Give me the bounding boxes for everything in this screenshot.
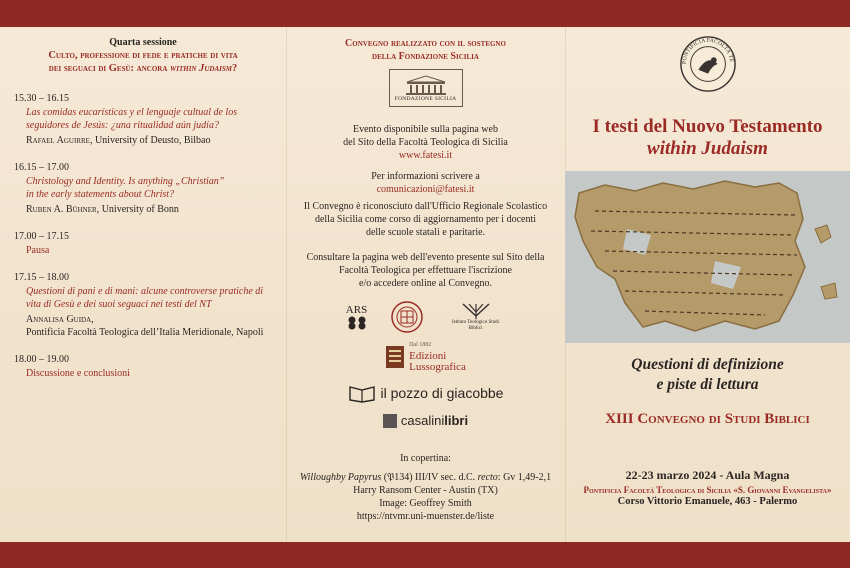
- faculty-seal-icon: [679, 35, 737, 93]
- faculty-name: Pontificia Facoltà Teologica di Sicilia «S. Giovanni Evangelista»: [583, 485, 832, 495]
- speaker-punct: ,: [91, 314, 94, 325]
- isb-label: Istituto Teologico Studi Biblici: [451, 320, 500, 331]
- building-icon: [403, 75, 449, 95]
- consult-line: Consultare la pagina web dell'evento presente sul Sito della: [306, 252, 545, 263]
- cover-url[interactable]: https://ntvmr.uni-muenster.de/liste: [356, 511, 495, 522]
- support-note: [286, 37, 565, 63]
- subtitle-text: dei seguaci di Gesù: ancora: [48, 63, 171, 74]
- lusso-name2: Lussografica: [409, 361, 466, 373]
- event-line: del Sito della Facoltà Teologica di Sicilia: [343, 137, 508, 148]
- slot-talk: [26, 175, 280, 201]
- consult-line: e/o accedere online al Convegno.: [359, 278, 492, 289]
- program-column: [0, 27, 286, 542]
- lusso-year: Dal 1882: [409, 342, 432, 348]
- open-book-icon: [348, 383, 376, 403]
- email-link[interactable]: comunicazioni@fatesi.it: [376, 184, 475, 195]
- casalini-label: [401, 413, 468, 428]
- cover-heading: In copertina:: [400, 453, 451, 464]
- session-subtitle-line2: [8, 62, 278, 75]
- recognition-line: della Sicilia come corso di aggiornamento per i docenti: [314, 214, 537, 225]
- recognition-line: Il Convegno è riconosciuto dall'Ufficio Regionale Scolastico: [303, 201, 548, 212]
- lusso-name1: Edizioni: [409, 350, 447, 362]
- institute-seal-icon: [390, 300, 424, 334]
- cover-ref: : Gv 1,49-2,1: [497, 472, 552, 483]
- main-subtitle: within Judaism: [647, 138, 768, 159]
- slot-talk: [26, 367, 280, 380]
- event-line: Evento disponibile sulla pagina web: [353, 124, 498, 135]
- talk-line: Las comidas eucarísticas y el lenguaje cultual de los: [26, 107, 238, 118]
- questions-line1: Questioni di definizione: [631, 356, 784, 373]
- cover-line1: [286, 471, 565, 484]
- consult-line: Facoltà Teologica per effettuare l'iscrizione: [339, 265, 512, 276]
- event-date: 22-23 marzo 2024 - Aula Magna: [625, 468, 790, 482]
- speaker-name: Annalisa Guida: [26, 314, 92, 325]
- cover-column: [565, 27, 850, 542]
- cover-recto: recto: [477, 472, 498, 483]
- recognition-block: [286, 200, 565, 239]
- slot-speaker: [26, 313, 280, 326]
- info-line: Per informazioni scrivere a: [371, 171, 480, 182]
- convegno-title: XIII Convegno di Studi Biblici: [605, 411, 810, 427]
- slot-time: 16.15 – 17.00: [14, 162, 69, 173]
- program-slot: [14, 354, 280, 380]
- cover-line2: Harry Ransom Center - Austin (TX): [353, 485, 498, 496]
- casalini-square-icon: [383, 414, 397, 428]
- cover-credit: [286, 452, 565, 523]
- ars-label: ARS: [345, 304, 368, 316]
- site-link[interactable]: www.fatesi.it: [398, 150, 453, 161]
- pozzo-logo: [286, 383, 565, 403]
- lussografica-emblem-icon: [385, 345, 405, 369]
- questions-title: [565, 355, 850, 395]
- papyrus-fragment-icon: [565, 171, 850, 343]
- questions-line2: e piste di lettura: [656, 376, 759, 393]
- program-slot: [14, 162, 280, 216]
- talk-line: vita di Gesù e dei suoi seguaci nei testi del NT: [26, 299, 212, 310]
- seal-text: PONTIFICIA FACOLTÀ TE: [681, 37, 734, 65]
- slot-time: 18.00 – 19.00: [14, 354, 69, 365]
- talk-line: Christology and Identity. Is anything „Christian”: [26, 176, 225, 187]
- lussografica-text: [409, 340, 466, 373]
- talk-line: Discussione e conclusioni: [26, 368, 130, 379]
- subtitle-italic: within Judaism: [170, 63, 232, 74]
- slot-talk: [26, 285, 280, 311]
- consult-block: [286, 251, 565, 290]
- ars-emblem-icon: [346, 316, 368, 330]
- session-subtitle-line1: Culto, professione di fede e pratiche di vita: [48, 50, 238, 61]
- subtitle-mark: ?: [231, 63, 238, 74]
- program-slot: [14, 231, 280, 257]
- program-slot: [14, 272, 280, 339]
- slot-speaker: [26, 203, 280, 216]
- talk-line: Questioni di pani e di mani: alcune controverse pratiche di: [26, 286, 264, 297]
- talk-line: in the early statements about Christ?: [26, 189, 175, 200]
- speaker-affiliation: , University of Bonn: [96, 204, 179, 215]
- casalini-label-b: libri: [444, 413, 469, 428]
- recognition-line: delle scuole statali e paritarie.: [365, 227, 486, 238]
- casalini-logo: [286, 413, 565, 428]
- menorah-icon: [461, 302, 491, 320]
- papyrus-image: [565, 171, 850, 343]
- speaker-name: Ruben A. Bühner: [26, 204, 97, 215]
- partner-logos: [286, 300, 565, 334]
- support-line: Convegno realizzato con il sostegno: [345, 38, 506, 49]
- slot-talk: [26, 106, 280, 132]
- contact-block: [286, 170, 565, 196]
- talk-line: seguidores de Jesús: ¿una ritualidad aún judía?: [26, 120, 219, 131]
- slot-talk: [26, 244, 280, 257]
- cover-line3: Image: Geoffrey Smith: [379, 498, 472, 509]
- top-band: [0, 0, 850, 27]
- bottom-band: [0, 542, 850, 568]
- info-column: [286, 27, 565, 542]
- fondazione-logo-text: FONDAZIONE SICILIA: [394, 95, 457, 102]
- fondazione-sicilia-logo: [389, 69, 463, 107]
- slot-speaker: [26, 134, 280, 147]
- cover-papyrus-name: Willoughby Papyrus: [299, 472, 382, 483]
- main-title: I testi del Nuovo Testamento: [592, 116, 823, 137]
- talk-line: Pausa: [26, 245, 50, 256]
- session-subtitle: [8, 49, 278, 75]
- speaker-affiliation: Pontificia Facoltà Teologica dell’Italia Meridionale, Napoli: [26, 327, 264, 338]
- speaker-affiliation: , University of Deusto, Bilbao: [89, 135, 211, 146]
- ars-logo: [346, 304, 368, 330]
- slot-time: 15.30 – 16.15: [14, 93, 69, 104]
- program-slot: [14, 93, 280, 147]
- pozzo-label: il pozzo di giacobbe: [380, 385, 504, 401]
- speaker-name: Rafael Aguirre: [26, 135, 90, 146]
- cover-papyrus-date: (𝔓134) III/IV sec. d.C.: [381, 472, 478, 483]
- slot-time: 17.15 – 18.00: [14, 272, 69, 283]
- casalini-label-a: casalini: [400, 413, 445, 428]
- event-address: Corso Vittorio Emanuele, 463 - Palermo: [617, 496, 798, 507]
- session-heading: Quarta sessione: [109, 37, 177, 48]
- support-line: della Fondazione Sicilia: [372, 51, 479, 62]
- isb-logo: [446, 302, 506, 332]
- lussografica-logo: [286, 340, 565, 373]
- slot-time: 17.00 – 17.15: [14, 231, 69, 242]
- event-block: [286, 123, 565, 162]
